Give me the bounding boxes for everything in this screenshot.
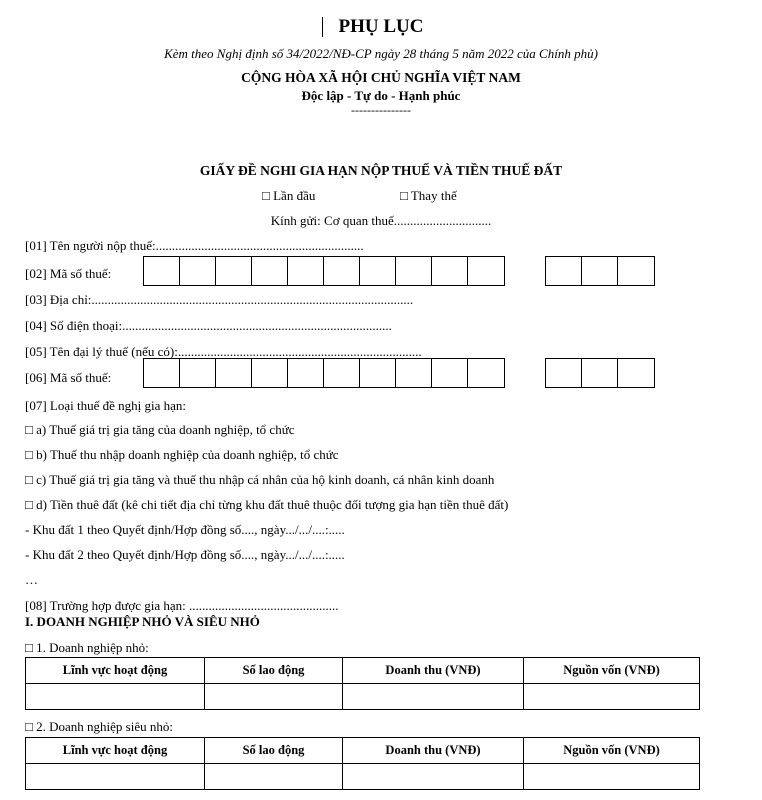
table-cell[interactable]: [343, 764, 524, 790]
option-first-time[interactable]: □ Lần đầu: [262, 188, 316, 203]
page-title: PHỤ LỤC: [338, 16, 424, 37]
micro-business-table: [25, 737, 700, 790]
section-heading: I. DOANH NGHIỆP NHỎ VÀ SIÊU NHỎ: [25, 614, 260, 629]
col-employees: Số lao động: [205, 738, 343, 764]
field-tax-code-label: [02] Mã số thuế:: [25, 266, 112, 281]
col-revenue: Doanh thu (VNĐ): [343, 658, 524, 684]
country-name: CỘNG HÒA XÃ HỘI CHỦ NGHĨA VIỆT NAM: [241, 70, 521, 85]
tax-type-option-b[interactable]: □ b) Thuế thu nhập doanh nghiệp của doanh nghiệp, tổ chức: [25, 447, 339, 462]
table-cell[interactable]: [343, 684, 524, 710]
list-ellipsis: …: [25, 572, 38, 587]
micro-business-option[interactable]: □ 2. Doanh nghiệp siêu nhỏ:: [25, 719, 173, 734]
small-business-option[interactable]: □ 1. Doanh nghiệp nhỏ:: [25, 640, 149, 655]
tax-code-boxes[interactable]: [143, 256, 505, 286]
field-address[interactable]: [03] Địa chỉ:...................................................................................................: [25, 292, 414, 307]
col-field: Lĩnh vực hoạt động: [26, 658, 205, 684]
field-agent-tax-code-label: [06] Mã số thuế:: [25, 370, 112, 385]
col-employees: Số lao động: [205, 658, 343, 684]
table-cell[interactable]: [205, 684, 343, 710]
tax-type-option-a[interactable]: □ a) Thuế giá trị gia tăng của doanh nghiệp, tổ chức: [25, 422, 295, 437]
header-divider: ---------------: [351, 103, 411, 117]
field-taxpayer-name[interactable]: [01] Tên người nộp thuế:................................................................: [25, 238, 364, 253]
small-business-table: [25, 657, 700, 710]
option-replacement[interactable]: □ Thay thế: [400, 188, 457, 203]
table-cell[interactable]: [524, 684, 700, 710]
col-capital: Nguồn vốn (VNĐ): [524, 738, 700, 764]
col-field: Lĩnh vực hoạt động: [26, 738, 205, 764]
agent-tax-code-branch-boxes[interactable]: [545, 358, 655, 388]
table-cell[interactable]: [26, 684, 205, 710]
land-plot-2[interactable]: - Khu đất 2 theo Quyết định/Hợp đồng số...., ngày.../.../....:.....: [25, 547, 345, 562]
field-extension-case[interactable]: [08] Trường hợp được gia hạn: ..............................................: [25, 598, 339, 613]
table-cell[interactable]: [524, 764, 700, 790]
field-phone[interactable]: [04] Số điện thoại:...................................................................................: [25, 318, 392, 333]
table-cell[interactable]: [205, 764, 343, 790]
tax-type-option-d[interactable]: □ d) Tiền thuê đất (kê chi tiết địa chỉ từng khu đất thuê thuộc đối tượng gia hạn tiền thuê đất): [25, 497, 509, 512]
tax-type-option-c[interactable]: □ c) Thuế giá trị gia tăng và thuế thu nhập cá nhân của hộ kinh doanh, cá nhân kinh doanh: [25, 472, 495, 487]
table-cell[interactable]: [26, 764, 205, 790]
field-tax-agent-name[interactable]: [05] Tên đại lý thuế (nếu có):...........................................................................: [25, 344, 422, 359]
addressee-line: Kính gửi: Cơ quan thuế..............................: [270, 213, 492, 228]
land-plot-1[interactable]: - Khu đất 1 theo Quyết định/Hợp đồng số...., ngày.../.../....:.....: [25, 522, 345, 537]
agent-tax-code-boxes[interactable]: [143, 358, 505, 388]
national-motto: Độc lập - Tự do - Hạnh phúc: [301, 88, 461, 103]
form-title: GIẤY ĐỀ NGHI GIA HẠN NỘP THUẾ VÀ TIỀN THUẾ ĐẤT: [199, 163, 563, 178]
col-capital: Nguồn vốn (VNĐ): [524, 658, 700, 684]
field-tax-type-label: [07] Loại thuế đề nghị gia hạn:: [25, 398, 187, 413]
col-revenue: Doanh thu (VNĐ): [343, 738, 524, 764]
decree-reference: Kèm theo Nghị định số 34/2022/NĐ-CP ngày 28 tháng 5 năm 2022 của Chính phủ): [164, 46, 598, 61]
tax-code-branch-boxes[interactable]: [545, 256, 655, 286]
